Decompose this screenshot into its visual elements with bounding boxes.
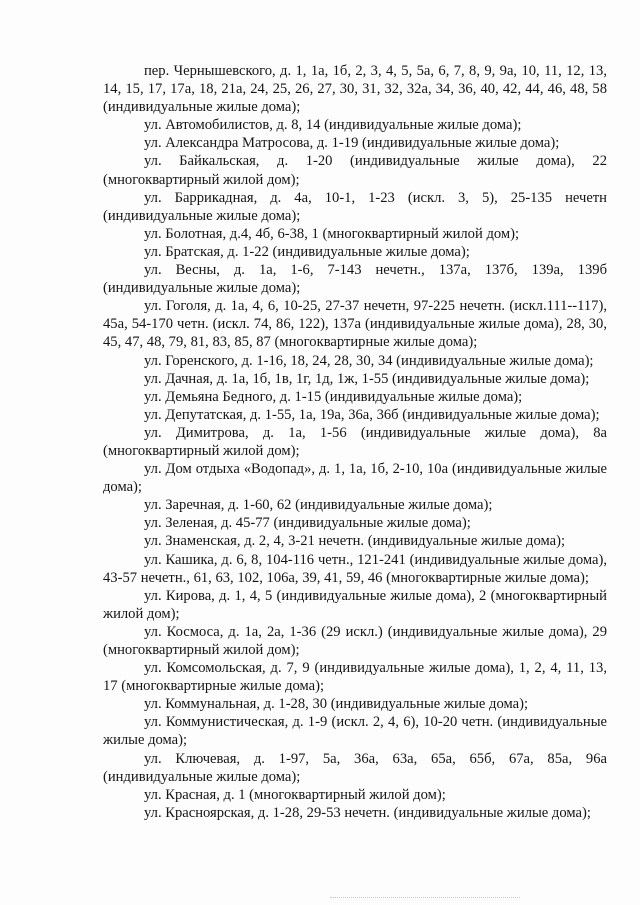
- list-item: ул. Красноярская, д. 1-28, 29-53 нечетн. (индивидуальные жилые дома);: [144, 804, 591, 821]
- list-item: ул. Зеленая, д. 45-77 (индивидуальные жилые дома);: [144, 515, 471, 532]
- list-item: ул. Кирова, д. 1, 4, 5 (индивидуальные жилые дома), 2 (многоквартирный жилой дом);: [103, 587, 607, 622]
- list-item: ул. Байкальская, д. 1-20 (индивидуальные жилые дома), 22 (многоквартирный жилой дом);: [103, 153, 607, 188]
- list-item: ул. Братская, д. 1-22 (индивидуальные жилые дома);: [144, 243, 470, 260]
- list-item: ул. Весны, д. 1а, 1-6, 7-143 нечетн., 137а, 137б, 139а, 139б (индивидуальные жилые дома);: [103, 262, 607, 297]
- list-item: ул. Космоса, д. 1а, 2а, 1-36 (29 искл.) (индивидуальные жилые дома), 29 (многоквартирный жилой дом);: [103, 623, 607, 658]
- list-item: ул. Дачная, д. 1а, 1б, 1в, 1г, 1д, 1ж, 1-55 (индивидуальные жилые дома);: [144, 370, 590, 387]
- list-item: ул. Красная, д. 1 (многоквартирный жилой дом);: [144, 786, 446, 803]
- list-item: ул. Коммунистическая, д. 1-9 (искл. 2, 4, 6), 10-20 четн. (индивидуальные жилые дома);: [103, 714, 607, 749]
- list-item: ул. Болотная, д.4, 4б, 6-38, 1 (многоквартирный жилой дом);: [144, 225, 520, 242]
- address-list: [103, 62, 607, 822]
- scan-artifact-divider: [330, 897, 520, 899]
- list-item: ул. Ключевая, д. 1-97, 5а, 36а, 63а, 65а, 65б, 67а, 85а, 96а (индивидуальные жилые дома);: [103, 750, 607, 785]
- list-item: ул. Кашика, д. 6, 8, 104-116 четн., 121-241 (индивидуальные жилые дома), 43-57 нечетн., 61, 63, 102, 106а, 39, 41, 59, 46 (многоквартирные жилые дома);: [103, 551, 607, 586]
- list-item: ул. Горенского, д. 1-16, 18, 24, 28, 30, 34 (индивидуальные жилые дома);: [144, 352, 594, 369]
- list-item: ул. Демьяна Бедного, д. 1-15 (индивидуальные жилые дома);: [144, 388, 523, 405]
- list-item: ул. Баррикадная, д. 4а, 10-1, 1-23 (искл. 3, 5), 25-135 нечетн (индивидуальные жилые дома);: [103, 189, 607, 224]
- list-item: ул. Димитрова, д. 1а, 1-56 (индивидуальные жилые дома), 8а (многоквартирный жилой дом);: [103, 424, 607, 459]
- list-item: ул. Комсомольская, д. 7, 9 (индивидуальные жилые дома), 1, 2, 4, 11, 13, 17 (многоквартирные жилые дома);: [103, 660, 607, 695]
- list-item: ул. Заречная, д. 1-60, 62 (индивидуальные жилые дома);: [144, 497, 493, 514]
- list-item: пер. Чернышевского, д. 1, 1а, 1б, 2, 3, 4, 5, 5а, 6, 7, 8, 9, 9а, 10, 11, 12, 13, 14, 15, 17, 17а, 18, 21а, 24, 25, 26, 27, 30, 31, 32, 32а, 34, 36, 40, 42, 44, 46, 48, 58 (индивидуальные жилые дома);: [103, 63, 607, 116]
- list-item: ул. Александра Матросова, д. 1-19 (индивидуальные жилые дома);: [144, 135, 560, 152]
- list-item: ул. Гоголя, д. 1а, 4, 6, 10-25, 27-37 нечетн, 97-225 нечетн. (искл.111--117), 45а, 54-170 четн. (искл. 74, 86, 122), 137а (индивидуальные жилые дома), 28, 30, 45, 47, 48, 79, 81, 83, 85, 87 (многоквартирные жилые дома);: [103, 298, 607, 351]
- list-item: ул. Депутатская, д. 1-55, 1а, 19а, 36а, 36б (индивидуальные жилые дома);: [144, 406, 600, 423]
- list-item: ул. Знаменская, д. 2, 4, 3-21 нечетн. (индивидуальные жилые дома);: [144, 533, 566, 550]
- list-item: ул. Дом отдыха «Водопад», д. 1, 1а, 1б, 2-10, 10а (индивидуальные жилые дома);: [103, 461, 607, 496]
- list-item: ул. Автомобилистов, д. 8, 14 (индивидуальные жилые дома);: [144, 117, 522, 134]
- list-item: ул. Коммунальная, д. 1-28, 30 (индивидуальные жилые дома);: [144, 696, 528, 713]
